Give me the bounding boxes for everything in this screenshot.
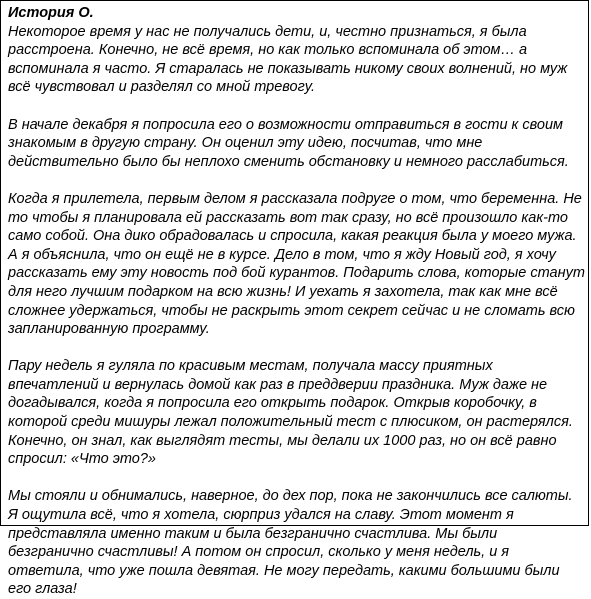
- story-paragraph-3: Когда я прилетела, первым делом я рассказала подруге о том, что беременна. Не то чтобы я планировала ей рассказать вот так сразу, но всё произошло как-то само собой. Она дико обрадовалась и спросила, какая реакция была у моего мужа. А я объяснила, что он ещё не в курсе. Дело в том, что я жду Новый год, я хочу рассказать ему эту новость под бой курантов. Подарить слова, которые станут для него лучшим подарком на всю жизнь! И уехать я захотела, так как мне всё сложнее удержаться, чтобы не раскрыть этот секрет сейчас и не сломать всю запланированную программу.: [8, 190, 585, 338]
- story-content: [8, 4, 586, 599]
- story-paragraph-4: Пару недель я гуляла по красивым местам, получала массу приятных впечатлений и вернулась домой как раз в преддверии праздника. Муж даже не догадывался, когда я попросила его открыть подарок. Открыв коробочку, в которой среди мишуры лежал положительный тест с плюсиком, он растерялся. Конечно, он знал, как выглядят тесты, мы делали их 1000 раз, но он всё равно спросил: «Что это?»: [8, 358, 573, 468]
- story-paragraph-5: Мы стояли и обнимались, наверное, до дех пор, пока не закончились все салюты. Я ощутила всё, что я хотела, сюрприз удался на славу. Этот момент я представляла именно таким и была безгранично счастлива. Мы были безгранично счастливы! А потом он спросил, сколько у меня недель, и я ответила, что уже пошла девятая. Не могу передать, какими большими были его глаза!: [8, 488, 573, 598]
- story-title: История О.: [8, 5, 94, 21]
- story-paragraph-1: Некоторое время у нас не получались дети, и, честно признаться, я была расстроена. Конечно, не всё время, но как только вспоминала об этом… а вспоминала я часто. Я старалась не показывать никому своих волнений, но муж всё чувствовал и разделял со мной тревогу.: [8, 23, 568, 96]
- story-paragraph-2: В начале декабря я попросила его о возможности отправиться в гости к своим знакомым в другую страну. Он оценил эту идею, посчитав, что мне действительно было бы неплохо сменить обстановку и немного расслабиться.: [8, 116, 569, 170]
